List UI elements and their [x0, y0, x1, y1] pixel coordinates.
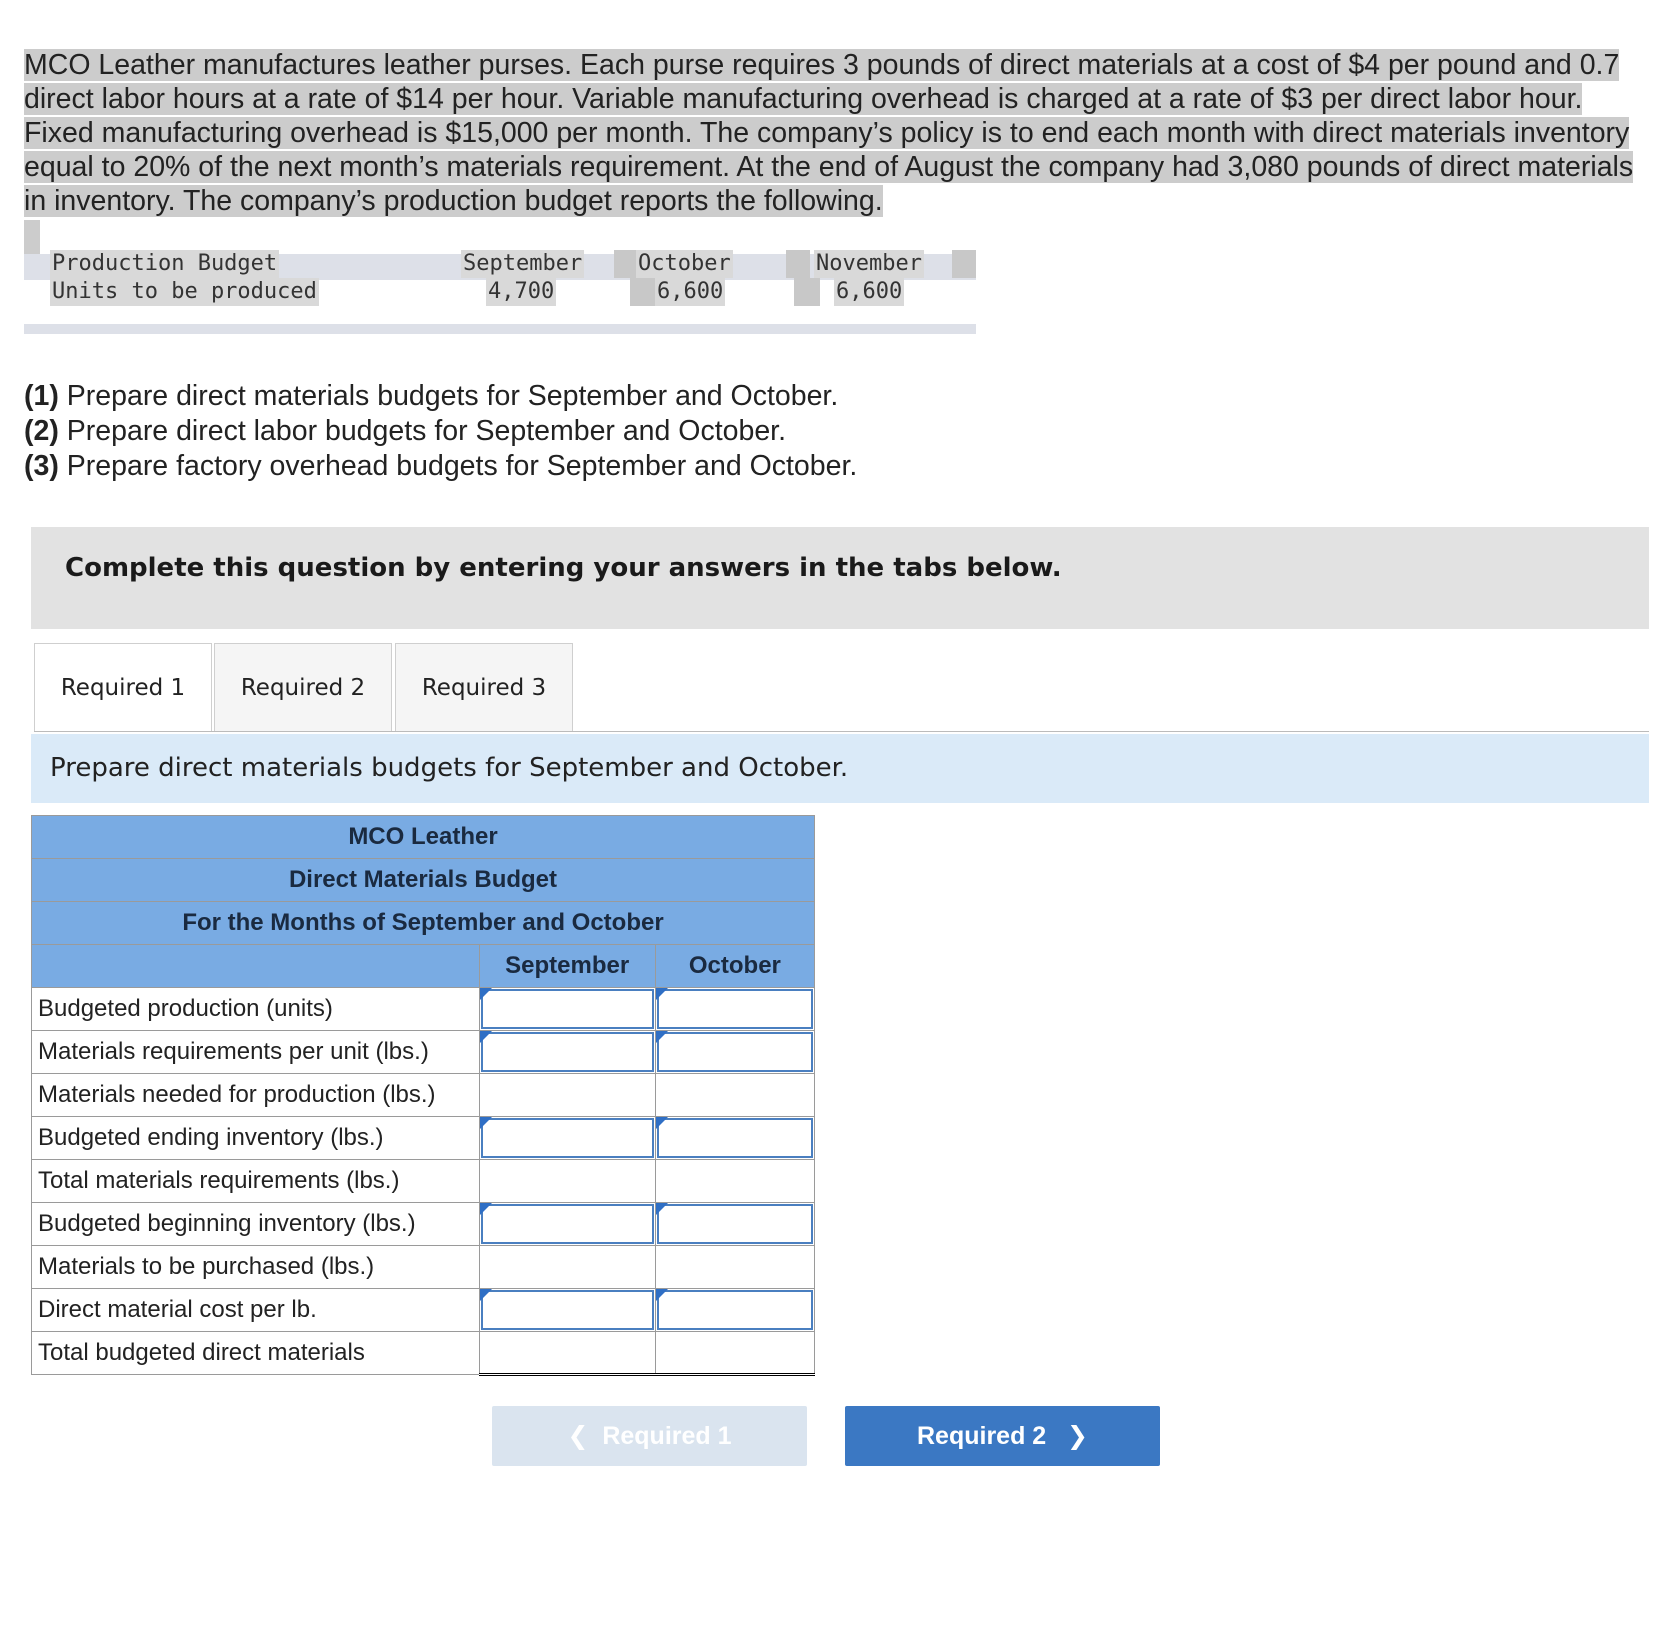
pb-month-november: November — [816, 251, 922, 276]
total-budgeted-oct-cell — [655, 1332, 814, 1375]
cell-october — [655, 1203, 814, 1246]
production-budget-footer-band — [24, 324, 976, 334]
table-row — [32, 1203, 815, 1246]
question-2-text: Prepare direct labor budgets for September and October. — [66, 415, 787, 447]
ending-inventory-oct-input[interactable] — [657, 1118, 813, 1158]
tab-required-2[interactable]: Required 2 — [214, 643, 392, 731]
column-header-october: October — [655, 945, 814, 988]
beginning-inventory-oct-input[interactable] — [657, 1204, 813, 1244]
cell-september — [479, 1117, 655, 1160]
total-requirements-sept-cell — [479, 1160, 655, 1203]
input-flag-icon — [656, 988, 668, 1000]
total-requirements-oct-cell — [655, 1160, 814, 1203]
cell-october — [655, 988, 814, 1031]
input-flag-icon — [480, 1031, 492, 1043]
input-flag-icon — [480, 1289, 492, 1301]
table-company: MCO Leather — [32, 816, 815, 859]
direct-materials-budget-table — [31, 815, 815, 1376]
table-row — [32, 1332, 815, 1375]
row-label: Materials needed for production (lbs.) — [32, 1074, 480, 1117]
cell-october — [655, 1031, 814, 1074]
question-1 — [24, 379, 857, 414]
highlight-stub — [24, 220, 40, 254]
beginning-inventory-sept-input[interactable] — [481, 1204, 654, 1244]
row-label: Budgeted production (units) — [32, 988, 480, 1031]
cell-october — [655, 1117, 814, 1160]
row-label: Direct material cost per lb. — [32, 1289, 480, 1332]
materials-per-unit-sept-input[interactable] — [481, 1032, 654, 1072]
production-budget-table — [24, 250, 976, 334]
cost-per-lb-sept-input[interactable] — [481, 1290, 654, 1330]
instructions-banner — [31, 527, 1649, 629]
cell-october — [655, 1289, 814, 1332]
pb-gap — [786, 250, 810, 278]
question-3-number: (3) — [24, 450, 59, 482]
table-row — [32, 1160, 815, 1203]
pb-units-october: 6,600 — [657, 279, 724, 304]
row-label: Budgeted ending inventory (lbs.) — [32, 1117, 480, 1160]
input-flag-icon — [656, 1031, 668, 1043]
question-3-text: Prepare factory overhead budgets for September and October. — [66, 450, 858, 482]
table-row — [32, 1289, 815, 1332]
row-label: Total budgeted direct materials — [32, 1332, 480, 1375]
table-row — [32, 1246, 815, 1289]
materials-purchased-sept-cell — [479, 1246, 655, 1289]
tab-required-1[interactable]: Required 1 — [34, 643, 212, 732]
total-budgeted-sept-cell — [479, 1332, 655, 1375]
previous-button[interactable] — [492, 1406, 807, 1466]
input-flag-icon — [656, 1117, 668, 1129]
chevron-left-icon: ❮ — [567, 1422, 589, 1450]
column-header-september: September — [479, 945, 655, 988]
previous-button-label: Required 1 — [602, 1422, 732, 1450]
tab-required-3[interactable]: Required 3 — [395, 643, 573, 731]
pb-gap — [794, 278, 820, 306]
row-label: Materials to be purchased (lbs.) — [32, 1246, 480, 1289]
next-button[interactable] — [845, 1406, 1160, 1466]
cell-september — [479, 1031, 655, 1074]
pb-units-november: 6,600 — [836, 279, 903, 304]
cell-september — [479, 1203, 655, 1246]
pb-gap — [614, 250, 638, 278]
budgeted-production-sept-input[interactable] — [481, 989, 654, 1029]
question-1-number: (1) — [24, 380, 59, 412]
input-flag-icon — [656, 1203, 668, 1215]
banner-text: Complete this question by entering your answers in the tabs below. — [65, 553, 1062, 583]
next-button-label: Required 2 — [917, 1422, 1047, 1450]
pb-units-september: 4,700 — [488, 279, 555, 304]
materials-per-unit-oct-input[interactable] — [657, 1032, 813, 1072]
materials-purchased-oct-cell — [655, 1246, 814, 1289]
row-label: Budgeted beginning inventory (lbs.) — [32, 1203, 480, 1246]
production-budget-row-label: Units to be produced — [52, 279, 317, 304]
materials-needed-oct-cell — [655, 1074, 814, 1117]
pb-gap — [952, 250, 976, 278]
table-row — [32, 1117, 815, 1160]
tab-divider — [34, 731, 1649, 732]
question-2-number: (2) — [24, 415, 59, 447]
ending-inventory-sept-input[interactable] — [481, 1118, 654, 1158]
table-row — [32, 1031, 815, 1074]
input-flag-icon — [480, 1117, 492, 1129]
chevron-right-icon: ❯ — [1067, 1422, 1088, 1450]
production-budget-title: Production Budget — [52, 251, 278, 276]
problem-statement — [24, 48, 1656, 218]
tab-instruction — [31, 734, 1649, 803]
table-header-blank — [32, 945, 480, 988]
table-period: For the Months of September and October — [32, 902, 815, 945]
row-label: Materials requirements per unit (lbs.) — [32, 1031, 480, 1074]
problem-text: MCO Leather manufactures leather purses. Each purse requires 3 pounds of direct materials at a cost of $4 per pound and 0.7 direct labor hours at a rate of $14 per hour. Variable manufacturing overhead is charged at a rate of $3 per direct labor hour. Fixed manufacturing overhead is $15,000 per month. The company’s policy is to end each month with direct materials inventory equal to 20% of the next month’s materials requirement. At the end of August the company had 3,080 pounds of direct materials in inventory. The company’s production budget reports the following. — [24, 49, 1634, 217]
budgeted-production-oct-input[interactable] — [657, 989, 813, 1029]
pb-month-october: October — [638, 251, 731, 276]
question-3 — [24, 449, 857, 484]
cell-september — [479, 1289, 655, 1332]
cell-september — [479, 988, 655, 1031]
instruction-text: Prepare direct materials budgets for September and October. — [50, 753, 849, 783]
pb-month-september: September — [463, 251, 583, 276]
table-title: Direct Materials Budget — [32, 859, 815, 902]
row-label: Total materials requirements (lbs.) — [32, 1160, 480, 1203]
input-flag-icon — [656, 1289, 668, 1301]
question-1-text: Prepare direct materials budgets for September and October. — [66, 380, 839, 412]
input-flag-icon — [480, 1203, 492, 1215]
table-row — [32, 988, 815, 1031]
table-row — [32, 1074, 815, 1117]
pb-gap — [630, 278, 656, 306]
materials-needed-sept-cell — [479, 1074, 655, 1117]
cost-per-lb-oct-input[interactable] — [657, 1290, 813, 1330]
question-list — [24, 379, 857, 484]
input-flag-icon — [480, 988, 492, 1000]
question-2 — [24, 414, 857, 449]
